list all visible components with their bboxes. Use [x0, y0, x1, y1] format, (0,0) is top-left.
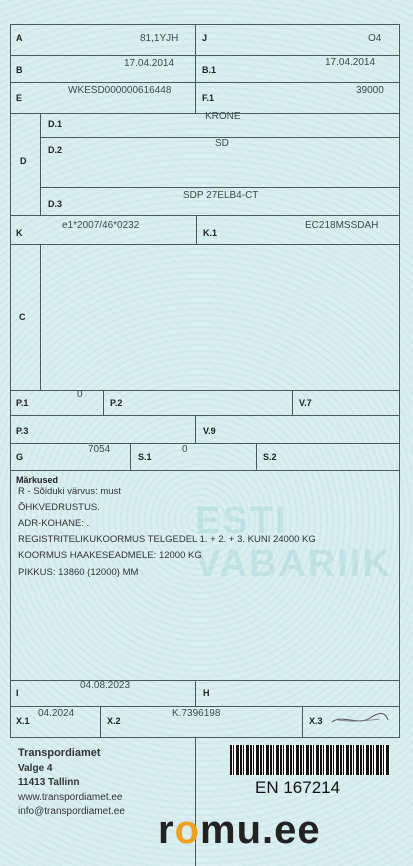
issuer-street: Valge 4 — [18, 763, 53, 774]
field-f1-label: F.1 — [202, 93, 215, 103]
field-d-label: D — [20, 156, 27, 166]
field-a-label: A — [16, 33, 23, 43]
field-x2-label: X.2 — [107, 716, 121, 726]
field-p1-label: P.1 — [16, 398, 29, 408]
remarks-line: PIKKUS: 13860 (12000) MM — [18, 567, 139, 578]
field-d3-label: D.3 — [48, 199, 63, 209]
romu-logo: romu.ee — [158, 808, 321, 852]
issuer-city: 11413 Tallinn — [18, 777, 80, 788]
field-f1-value: 39000 — [356, 85, 384, 96]
field-v9-label: V.9 — [203, 426, 216, 436]
field-b-value: 17.04.2014 — [124, 58, 175, 69]
field-d3-value: SDP 27ELB4-CT — [183, 190, 259, 201]
field-b1-label: B.1 — [202, 65, 217, 75]
field-b-label: B — [16, 65, 23, 75]
signature-mark — [330, 708, 390, 728]
field-a-value: 81,1YJH — [140, 33, 179, 44]
issuer-email: info@transpordiamet.ee — [18, 806, 125, 817]
field-e-value: WKESD000000616448 — [68, 85, 172, 96]
document-number: EN 167214 — [255, 778, 341, 797]
field-p3-label: P.3 — [16, 426, 29, 436]
field-d1-value: KRONE — [205, 111, 241, 122]
field-d1-label: D.1 — [48, 119, 63, 129]
remarks-title: Märkused — [16, 475, 59, 485]
field-s1-value: 0 — [182, 444, 188, 455]
barcode — [230, 745, 390, 775]
field-k-label: K — [16, 228, 23, 238]
field-k1-label: K.1 — [203, 228, 218, 238]
remarks-line: R - Sõiduki värvus: must — [18, 486, 121, 497]
field-i-value: 04.08.2023 — [80, 680, 131, 691]
field-i-label: I — [16, 688, 19, 698]
field-g-label: G — [16, 452, 24, 462]
field-e-label: E — [16, 93, 23, 103]
field-p2-label: P.2 — [110, 398, 123, 408]
field-k-value: e1*2007/46*0232 — [62, 220, 140, 231]
field-j-value: O4 — [368, 33, 382, 44]
remarks-line: ÕHKVEDRUSTUS. — [18, 502, 100, 513]
field-s1-label: S.1 — [138, 452, 152, 462]
field-s2-label: S.2 — [263, 452, 277, 462]
remarks-line: KOORMUS HAAKESEADMELE: 12000 KG — [18, 550, 202, 561]
issuer-web: www.transpordiamet.ee — [18, 792, 123, 803]
field-v7-label: V.7 — [299, 398, 312, 408]
field-g-value: 7054 — [88, 444, 111, 455]
field-b1-value: 17.04.2014 — [325, 57, 376, 68]
field-d2-value: SD — [215, 138, 229, 149]
field-x1-value: 04.2024 — [38, 708, 75, 719]
watermark-text: ESTI VABARIIK — [195, 500, 392, 585]
issuer-name: Transpordiamet — [18, 747, 101, 759]
field-h-label: H — [203, 688, 210, 698]
field-k1-value: EC218MSSDAH — [305, 220, 379, 231]
field-c-label: C — [19, 312, 26, 322]
field-j-label: J — [202, 33, 208, 43]
field-x3-label: X.3 — [309, 716, 323, 726]
remarks-line: REGISTRITELIKUKOORMUS TELGEDEL 1. + 2. + 3. KUNI 24000 KG — [18, 534, 316, 545]
field-d2-label: D.2 — [48, 145, 63, 155]
remarks-line: ADR-KOHANE: . — [18, 518, 90, 529]
field-x1-label: X.1 — [16, 716, 30, 726]
field-x2-value: K.7396198 — [172, 708, 221, 719]
field-p1-value: 0 — [77, 389, 83, 400]
